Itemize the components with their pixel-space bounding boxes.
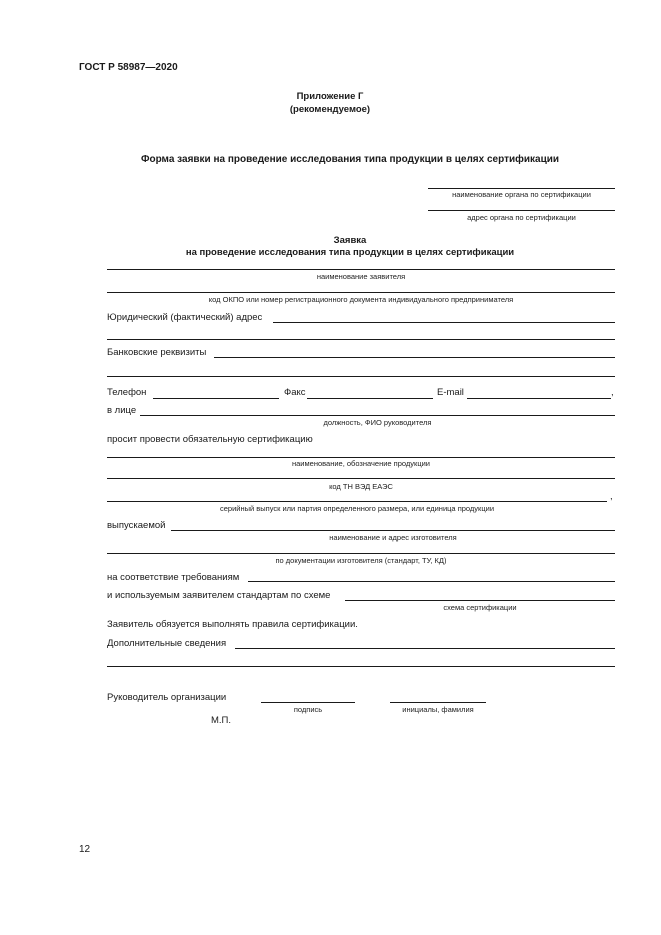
batch-line[interactable] <box>107 501 607 502</box>
signature-caption: подпись <box>293 705 323 714</box>
batch-comma: , <box>610 491 613 502</box>
phone-label: Телефон <box>107 387 147 398</box>
product-line[interactable] <box>107 457 615 458</box>
manufacturer-caption: наименование и адрес изготовителя <box>329 533 457 542</box>
legal-address-line[interactable] <box>273 322 615 323</box>
okpo-line[interactable] <box>107 292 615 293</box>
initials-line[interactable] <box>390 702 486 703</box>
batch-caption: серийный выпуск или партия определенного размера, или единица продукции <box>219 504 495 513</box>
manufacturer-line[interactable] <box>171 530 615 531</box>
cert-body-address-caption: адрес органа по сертификации <box>467 213 576 222</box>
applicant-name-line[interactable] <box>107 269 615 270</box>
email-label: E-mail <box>437 387 464 398</box>
product-caption: наименование, обозначение продукции <box>291 459 430 468</box>
seal-label: М.П. <box>211 715 232 726</box>
additional-label: Дополнительные сведения <box>107 638 227 649</box>
cert-body-name-caption: наименование органа по сертификации <box>452 190 591 199</box>
manufactured-label: выпускаемой <box>107 520 166 531</box>
tn-ved-caption: код ТН ВЭД ЕАЭС <box>329 482 393 491</box>
compliance-line[interactable] <box>248 581 615 582</box>
email-comma: , <box>611 387 614 398</box>
application-title: Заявка <box>333 235 367 246</box>
represented-by-label: в лице <box>107 405 137 416</box>
request-text: просит провести обязательную сертификацию <box>107 434 313 445</box>
phone-line[interactable] <box>153 398 279 399</box>
scheme-label: и используемым заявителем стандартам по схеме <box>107 590 331 601</box>
appendix-title: Приложение Г <box>296 91 364 102</box>
scheme-line[interactable] <box>345 600 615 601</box>
additional-line-2[interactable] <box>107 666 615 667</box>
head-caption: должность, ФИО руководителя <box>323 418 432 427</box>
obligation-text: Заявитель обязуется выполнять правила сертификации. <box>107 619 358 630</box>
cert-body-name-line[interactable] <box>428 188 615 189</box>
bank-details-line-2[interactable] <box>107 376 615 377</box>
signature-line[interactable] <box>261 702 355 703</box>
legal-address-label: Юридический (фактический) адрес <box>107 312 263 323</box>
bank-details-line[interactable] <box>214 357 615 358</box>
fax-label: Факс <box>284 387 306 398</box>
fax-line[interactable] <box>307 398 433 399</box>
form-title: Форма заявки на проведение исследования типа продукции в целях сертификации <box>140 154 560 165</box>
head-line[interactable] <box>140 415 615 416</box>
legal-address-line-2[interactable] <box>107 339 615 340</box>
okpo-caption: код ОКПО или номер регистрационного документа индивидуального предпринимателя <box>208 295 514 304</box>
standard-code: ГОСТ Р 58987—2020 <box>79 62 178 73</box>
head-signature-label: Руководитель организации <box>107 692 227 703</box>
applicant-name-caption: наименование заявителя <box>316 272 406 281</box>
appendix-subtitle: (рекомендуемое) <box>289 104 371 115</box>
scheme-caption: схема сертификации <box>443 603 517 612</box>
compliance-label: на соответствие требованиям <box>107 572 240 583</box>
page-number: 12 <box>79 844 91 855</box>
email-line[interactable] <box>467 398 611 399</box>
cert-body-address-line[interactable] <box>428 210 615 211</box>
initials-caption: инициалы, фамилия <box>402 705 474 714</box>
docs-caption: по документации изготовителя (стандарт, ТУ, КД) <box>275 556 447 565</box>
additional-line[interactable] <box>235 648 615 649</box>
bank-details-label: Банковские реквизиты <box>107 347 207 358</box>
tn-ved-line[interactable] <box>107 478 615 479</box>
application-subtitle: на проведение исследования типа продукции в целях сертификации <box>185 247 515 258</box>
docs-line[interactable] <box>107 553 615 554</box>
